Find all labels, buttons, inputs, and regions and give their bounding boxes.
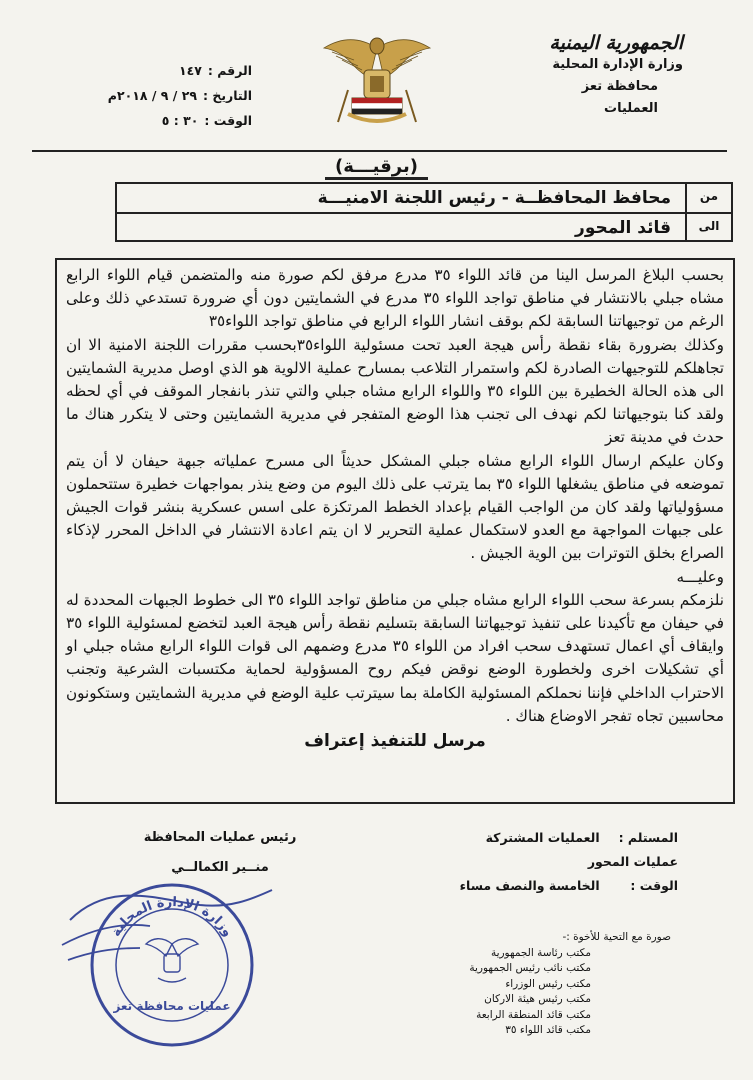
recipient-row — [443, 826, 678, 850]
received-time-value: الخامسة والنصف مساء — [459, 878, 600, 893]
body-paragraph-4: وعليـــه — [676, 567, 724, 586]
header-ministry: وزارة الإدارة المحلية — [552, 57, 683, 72]
copies-list — [421, 930, 671, 1039]
signature-right — [443, 826, 678, 898]
date-row — [82, 83, 252, 108]
number-label: الرقم : — [207, 63, 252, 78]
unit-row: عمليات المحور — [587, 854, 678, 869]
list-item: مكتب قائد المنطقة الرابعة — [476, 1008, 591, 1021]
stamp-line-2: عمليات محافظة تعز — [113, 999, 231, 1013]
title-text: (برقيـــة) — [325, 156, 428, 180]
signatory-title: رئيس عمليات المحافظة — [143, 830, 297, 845]
header-right-block — [513, 32, 683, 120]
received-time-label: الوقت : — [630, 878, 678, 893]
recipient-label: المستلم : — [618, 830, 678, 845]
document-title — [0, 156, 753, 177]
from-row — [117, 184, 731, 212]
stamp-line-1: وزارة الإدارة المحلية — [108, 894, 236, 940]
to-value: قائد المحور — [575, 218, 671, 238]
yemen-eagle-emblem-icon — [318, 30, 436, 130]
header-department: العمليات — [604, 101, 658, 116]
list-item: مكتب قائد اللواء ٣٥ — [505, 1024, 591, 1036]
time-row — [82, 108, 252, 133]
number-row — [82, 58, 252, 83]
list-item: مكتب رئاسة الجمهورية — [490, 946, 591, 959]
copies-header: صورة مع التحية للأخوة :- — [562, 931, 671, 943]
from-label: من — [685, 184, 731, 212]
date-label: التاريخ : — [202, 88, 252, 103]
body-paragraph-3: وكان عليكم ارسال اللواء الرابع مشاه جبلي المشكل حديثاً الى مسرح عملياته جبهة حيفان لا أن يتم تموضعه في مناطق يشغلها اللواء ٣٥ بما يترتب على ذلك اليوم من وضع ينذر بمواجهات خطيرة ستتحملون مسؤولياتها ولقد كان من الواجب القيام بإعداد الخطط المرتكزة على اسس عسكرية بنشر قوات الجيش على جبهات المواجهة مع العدو لاستكمال عملية التحرير لا ان يتم اعادة الانتشار في الداخل المحرر لإذكاء الصراع بخلق التوترات بين الوية الجيش . — [66, 451, 725, 563]
body-closing: مرسل للتنفيذ إعتراف — [304, 731, 486, 752]
to-row — [117, 214, 731, 242]
body-paragraph-5: نلزمكم بسرعة سحب اللواء الرابع مشاه جبلي من مناطق تواجد اللواء ٣٥ الى خطوط الجبهات المحددة له في حيفان مع تأكيدنا على تنفيذ توجيهاتنا السابقة بتسليم نقطة رأس هيجة العبد لتخضع لمسئولية اللواء ٣٥ وايقاف أي اعمال تستهدف سحب افراد من اللواء ٣٥ مدرع وضمهم الى قوات اللواء الرابع مشاه جبلي او أي تشكيلات اخرى ولخطورة الوضع نوقض فيكم روح المسؤولية لحماية مكتسبات الشرعية وتجنب الاحتراب الداخلي فإننا نحملكم المسئولية الكاملة بما سيترتب علية الوضع في مديرية الشمايتين وستكونون محاسبين تجاه تفجر الاوضاع هناك . — [66, 590, 725, 725]
time-label: الوقت : — [204, 113, 252, 128]
date-value: ٢٩ / ٩ / ٢٠١٨م — [107, 88, 197, 103]
header-divider — [32, 150, 727, 152]
body-paragraph-1: بحسب البلاغ المرسل الينا من قائد اللواء ٣٥ مدرع مرفق لكم صورة منه والمتضمن قيام اللواء الرابع مشاه جبلي بالانتشار في مناطق تواجد اللواء ٣٥ مدرع في الشمايتين دون أي ضرورة تستدعي ذلك وعلى الرغم من توجيهاتنا السابقة لكم بوقف انشار اللواء الرابع في مناطق تواجد اللواء٣٥ — [66, 266, 724, 331]
body-paragraph-2: وكذلك بضرورة بقاء نقطة رأس هيجة العبد تحت مسئولية اللواء٣٥بحسب مقررات اللجنة الامنية الا ان تجاهلكم للتوجيهات الصادرة لكم واستمرار التلاعب بمسارح عملية الالوية هو الذي اوصل مديرية الشمايتين الى هذه الحالة الخطيرة بين اللواء ٣٥ واللواء الرابع مشاه جبلي والتي تنذر بانفجار الموقف في أي لحظه ولقد كنا بتوجيهاتنا لكم نهدف الى تجنب هذا الوضع المتفجر في مديرية الشمايتين وحتى لا يتكرر هناك ما حدث في مدينة تعز — [66, 335, 724, 447]
signatory-name: منــير الكمالــي — [171, 860, 269, 875]
official-stamp-icon — [50, 860, 280, 1060]
header-governorate: محافظة تعز — [581, 79, 658, 94]
time-value: ٣٠ : ٥ — [161, 113, 199, 128]
to-label: الى — [685, 214, 731, 242]
recipient-value: العمليات المشتركة — [485, 830, 600, 845]
list-item: مكتب رئيس الوزراء — [505, 977, 591, 990]
body-text — [66, 264, 724, 753]
header-brand: الجمهورية اليمنية — [549, 32, 683, 54]
list-item: مكتب رئيس هيئة الاركان — [484, 993, 591, 1005]
from-to-table — [115, 182, 733, 242]
header-left-block — [82, 58, 252, 133]
received-time-row — [443, 874, 678, 898]
list-item: مكتب نائب رئيس الجمهورية — [469, 962, 591, 974]
number-value: ١٤٧ — [179, 63, 202, 78]
from-value: محافظ المحافظــة - رئيس اللجنة الامنيـــة — [317, 188, 671, 208]
svg-text:وزارة الإدارة المحلية — [109, 895, 236, 940]
